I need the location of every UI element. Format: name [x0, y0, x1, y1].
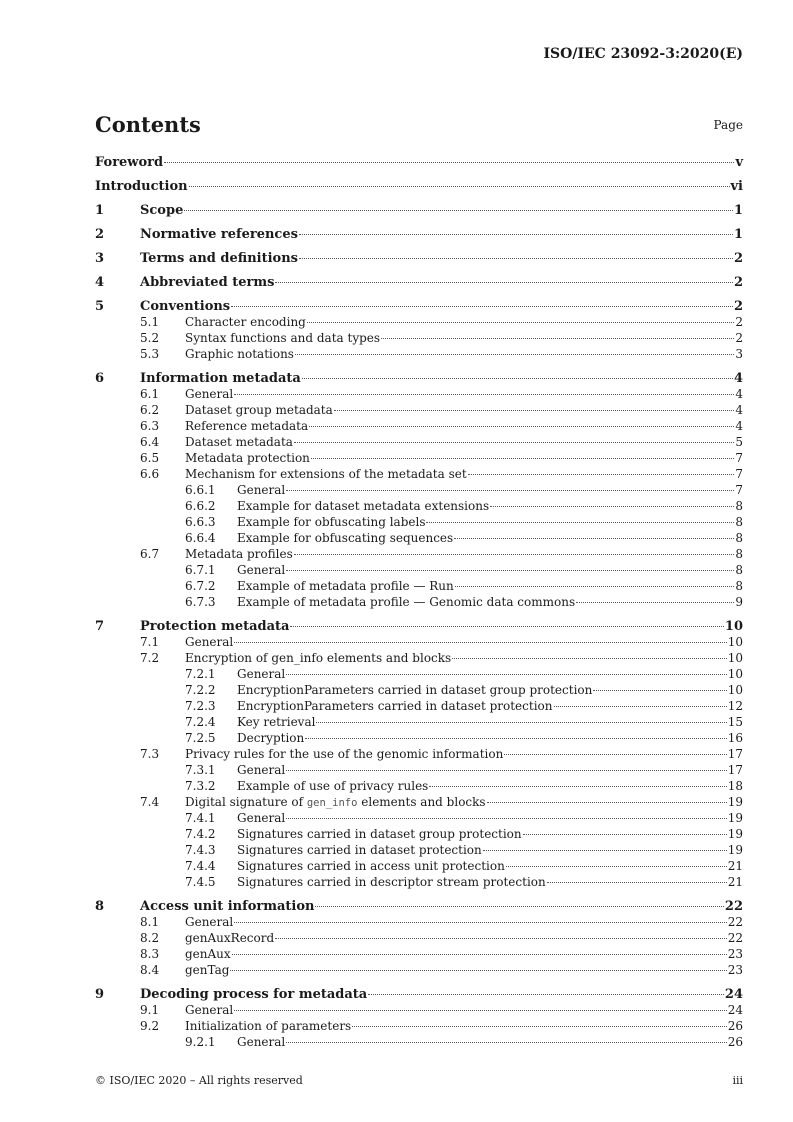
toc-entry-title: General — [185, 915, 234, 929]
toc-entry-number: 5 — [95, 299, 105, 314]
dot-leader — [294, 442, 734, 443]
toc-entry-title: Scope — [140, 203, 184, 218]
toc-entry[interactable] — [95, 915, 743, 931]
toc-entry-page: 23 — [727, 963, 743, 977]
toc-entry-page: 2 — [735, 315, 743, 329]
toc-entry-page: 5 — [735, 435, 743, 449]
toc-entry-number: 1 — [95, 203, 105, 218]
toc-entry-page: 15 — [727, 715, 743, 729]
toc-entry-number: 6.4 — [140, 435, 160, 449]
toc-entry-title: EncryptionParameters carried in dataset protection — [237, 699, 553, 713]
toc-entry-number: 8.1 — [140, 915, 160, 929]
toc-entry[interactable] — [95, 515, 743, 531]
toc-entry-number: 7.2.5 — [185, 731, 216, 745]
toc-entry-page: 2 — [733, 275, 743, 290]
dot-leader — [523, 834, 727, 835]
toc-entry[interactable] — [95, 403, 743, 419]
toc-entry[interactable] — [95, 451, 743, 467]
toc-entry-number: 6 — [95, 371, 105, 386]
toc-entry-number: 6.6.2 — [185, 499, 216, 513]
dot-leader — [295, 354, 734, 355]
toc-entry-title: genAux — [185, 947, 231, 961]
toc-entry-page: 18 — [727, 779, 743, 793]
toc-entry[interactable] — [95, 419, 743, 435]
toc-entry-title: Initialization of parameters — [185, 1019, 352, 1033]
toc-entry-number: 7.2.4 — [185, 715, 216, 729]
toc-entry-number: 6.3 — [140, 419, 160, 433]
toc-entry-page: 10 — [727, 683, 743, 697]
toc-entry-page: 8 — [735, 499, 743, 513]
toc-entry[interactable] — [95, 179, 743, 195]
toc-entry-page: 7 — [735, 483, 743, 497]
toc-entry[interactable] — [95, 931, 743, 947]
toc-entry-title: General — [237, 667, 286, 681]
toc-entry-page: 4 — [733, 371, 743, 386]
toc-entry-title: Normative references — [140, 227, 298, 242]
page-column-label: Page — [713, 118, 743, 132]
toc-entry-title: genAuxRecord — [185, 931, 275, 945]
toc-entry-page: 17 — [727, 747, 743, 761]
toc-entry-title: Example for dataset metadata extensions — [237, 499, 490, 513]
toc-entry-number: 8.4 — [140, 963, 160, 977]
dot-leader — [483, 850, 727, 851]
toc-entry-page: 16 — [727, 731, 743, 745]
toc-entry[interactable] — [95, 715, 743, 731]
toc-entry-page: 1 — [733, 203, 743, 218]
toc-entry-number: 5.1 — [140, 315, 160, 329]
dot-leader — [487, 802, 727, 803]
toc-entry-number: 6.5 — [140, 451, 160, 465]
toc-entry-page: 10 — [727, 635, 743, 649]
dot-leader — [275, 938, 727, 939]
dot-leader — [576, 602, 734, 603]
toc-entry[interactable] — [95, 387, 743, 403]
toc-entry-number: 6.6.3 — [185, 515, 216, 529]
toc-entry[interactable] — [95, 435, 743, 451]
toc-entry-number: 6.6 — [140, 467, 160, 481]
dot-leader — [506, 866, 727, 867]
toc-entry-number: 7.2.2 — [185, 683, 216, 697]
toc-entry[interactable] — [95, 811, 743, 827]
toc-entry[interactable] — [95, 499, 743, 515]
toc-entry[interactable] — [95, 1019, 743, 1035]
dot-leader — [334, 410, 735, 411]
dot-leader — [299, 258, 733, 259]
toc-entry[interactable] — [95, 795, 743, 811]
toc-entry-number: 6.2 — [140, 403, 160, 417]
dot-leader — [232, 954, 727, 955]
dot-leader — [294, 554, 735, 555]
toc-entry-title: General — [185, 635, 234, 649]
toc-entry-title: Access unit information — [140, 899, 315, 914]
toc-entry[interactable] — [95, 619, 743, 635]
page-number: iii — [732, 1074, 743, 1087]
toc-entry[interactable] — [95, 547, 743, 563]
toc-entry-number: 7.4.2 — [185, 827, 216, 841]
dot-leader — [554, 706, 727, 707]
toc-entry-page: v — [735, 155, 743, 170]
toc-entry[interactable] — [95, 483, 743, 499]
toc-entry-page: 24 — [727, 1003, 743, 1017]
page-title: Contents — [95, 112, 201, 137]
toc-entry-title: Decryption — [237, 731, 305, 745]
toc-entry-number: 7.2.1 — [185, 667, 216, 681]
toc-entry-title: Terms and definitions — [140, 251, 298, 266]
dot-leader — [234, 922, 726, 923]
toc-entry[interactable] — [95, 899, 743, 915]
toc-entry[interactable] — [95, 987, 743, 1003]
toc-entry[interactable] — [95, 531, 743, 547]
toc-entry[interactable] — [95, 667, 743, 683]
dot-leader — [315, 906, 723, 907]
dot-leader — [309, 426, 734, 427]
dot-leader — [368, 994, 724, 995]
toc-entry-title: General — [185, 1003, 234, 1017]
dot-leader — [286, 490, 734, 491]
toc-entry-number: 7.1 — [140, 635, 160, 649]
toc-entry[interactable] — [95, 827, 743, 843]
dot-leader — [316, 722, 726, 723]
dot-leader — [286, 674, 726, 675]
toc-entry-number: 9.1 — [140, 1003, 160, 1017]
toc-entry-title: Signatures carried in access unit protection — [237, 859, 505, 873]
toc-entry-page: 4 — [735, 387, 743, 401]
dot-leader — [352, 1026, 727, 1027]
toc-entry-page: 8 — [735, 547, 743, 561]
toc-entry-title: General — [185, 387, 234, 401]
toc-entry-number: 6.1 — [140, 387, 160, 401]
toc-entry[interactable] — [95, 579, 743, 595]
toc-entry-page: 2 — [735, 331, 743, 345]
dot-leader — [490, 506, 734, 507]
dot-leader — [184, 210, 733, 211]
toc-entry-number: 6.7.2 — [185, 579, 216, 593]
toc-entry[interactable] — [95, 315, 743, 331]
dot-leader — [286, 770, 726, 771]
dot-leader — [234, 642, 726, 643]
toc-entry-number: 6.7.1 — [185, 563, 216, 577]
toc-entry-page: 12 — [727, 699, 743, 713]
dot-leader — [275, 282, 733, 283]
toc-entry-title: Introduction — [95, 179, 188, 194]
toc-entry-page: 22 — [727, 931, 743, 945]
toc-entry[interactable] — [95, 467, 743, 483]
toc-entry-number: 9 — [95, 987, 105, 1002]
toc-entry[interactable] — [95, 731, 743, 747]
toc-entry-title: Dataset group metadata — [185, 403, 333, 417]
toc-entry-number: 6.6.1 — [185, 483, 216, 497]
toc-entry-title-code: gen_info — [306, 797, 358, 809]
toc-entry-page: 1 — [733, 227, 743, 242]
toc-entry-page: 4 — [735, 403, 743, 417]
toc-entry-title: Key retrieval — [237, 715, 316, 729]
toc-entry[interactable] — [95, 331, 743, 347]
toc-entry-number: 8.2 — [140, 931, 160, 945]
dot-leader — [381, 338, 734, 339]
toc-entry-title: General — [237, 563, 286, 577]
dot-leader — [305, 738, 726, 739]
toc-entry-page: 2 — [733, 251, 743, 266]
toc-entry-title: Syntax functions and data types — [185, 331, 381, 345]
toc-entry-title: General — [237, 483, 286, 497]
toc-entry-page: 26 — [727, 1035, 743, 1049]
toc-entry-number: 2 — [95, 227, 105, 242]
document-id: ISO/IEC 23092-3:2020(E) — [543, 46, 743, 62]
toc-entry-number: 7.2 — [140, 651, 160, 665]
toc-entry-page: 19 — [727, 811, 743, 825]
toc-entry-page: 9 — [735, 595, 743, 609]
toc-entry-number: 7.2.3 — [185, 699, 216, 713]
toc-entry[interactable] — [95, 875, 743, 891]
toc-entry-number: 7.4.3 — [185, 843, 216, 857]
dot-leader — [286, 1042, 726, 1043]
toc-entry-title: Mechanism for extensions of the metadata set — [185, 467, 467, 481]
toc-entry-page: 17 — [727, 763, 743, 777]
toc-entry-title: Signatures carried in dataset group protection — [237, 827, 522, 841]
toc-entry[interactable] — [95, 651, 743, 667]
dot-leader — [286, 818, 726, 819]
toc-entry[interactable] — [95, 563, 743, 579]
toc-entry-page: 8 — [735, 579, 743, 593]
toc-entry-title: Conventions — [140, 299, 231, 314]
toc-entry-number: 7.4.5 — [185, 875, 216, 889]
dot-leader — [189, 186, 730, 187]
toc-entry[interactable] — [95, 227, 743, 243]
toc-entry-title: Example for obfuscating sequences — [237, 531, 454, 545]
toc-entry[interactable] — [95, 859, 743, 875]
toc-entry[interactable] — [95, 203, 743, 219]
toc-entry-title: General — [237, 763, 286, 777]
dot-leader — [455, 586, 735, 587]
toc-entry-page: 19 — [727, 795, 743, 809]
toc-entry[interactable] — [95, 683, 743, 699]
toc-entry-number: 5.3 — [140, 347, 160, 361]
toc-entry-page: 7 — [735, 451, 743, 465]
toc-entry[interactable] — [95, 595, 743, 611]
toc-entry-title: Decoding process for metadata — [140, 987, 368, 1002]
toc-entry-page: 21 — [727, 859, 743, 873]
toc-entry-page: 8 — [735, 531, 743, 545]
toc-entry[interactable] — [95, 947, 743, 963]
toc-entry-page: 21 — [727, 875, 743, 889]
dot-leader — [231, 306, 733, 307]
dot-leader — [504, 754, 726, 755]
toc-entry-title: Privacy rules for the use of the genomic information — [185, 747, 504, 761]
toc-entry[interactable] — [95, 155, 743, 171]
dot-leader — [230, 970, 726, 971]
toc-entry-title: Graphic notations — [185, 347, 294, 361]
toc-entry-page: 2 — [733, 299, 743, 314]
toc-entry-number: 9.2.1 — [185, 1035, 216, 1049]
toc-entry-page: 23 — [727, 947, 743, 961]
toc-entry-page: 19 — [727, 843, 743, 857]
toc-entry-number: 7.4.4 — [185, 859, 216, 873]
toc-entry-page: vi — [730, 179, 743, 194]
toc-entry[interactable] — [95, 251, 743, 267]
toc-entry-title: Signatures carried in descriptor stream protection — [237, 875, 546, 889]
toc-entry[interactable] — [95, 635, 743, 651]
toc-entry-title: Example for obfuscating labels — [237, 515, 426, 529]
dot-leader — [234, 1010, 726, 1011]
toc-entry-title: Reference metadata — [185, 419, 309, 433]
toc-entry-number: 9.2 — [140, 1019, 160, 1033]
dot-leader — [454, 538, 734, 539]
toc-entry-title: Example of metadata profile — Run — [237, 579, 454, 593]
toc-entry-title: Character encoding — [185, 315, 306, 329]
toc-entry-number: 7 — [95, 619, 105, 634]
toc-entry-title: Example of use of privacy rules — [237, 779, 429, 793]
toc-entry-title: genTag — [185, 963, 230, 977]
dot-leader — [311, 458, 734, 459]
toc-entry-title: Metadata profiles — [185, 547, 293, 561]
toc-entry-number: 6.7 — [140, 547, 160, 561]
dot-leader — [286, 570, 734, 571]
copyright-notice: © ISO/IEC 2020 – All rights reserved — [95, 1074, 303, 1087]
toc-entry-page: 26 — [727, 1019, 743, 1033]
toc-entry-number: 7.4 — [140, 795, 160, 809]
toc-entry-title: General — [237, 811, 286, 825]
table-of-contents — [95, 155, 743, 1051]
toc-entry[interactable] — [95, 779, 743, 795]
toc-entry-title: Encryption of gen_info elements and blocks — [185, 651, 452, 665]
toc-entry[interactable] — [95, 371, 743, 387]
toc-entry-page: 8 — [735, 563, 743, 577]
toc-entry-page: 3 — [735, 347, 743, 361]
toc-entry[interactable] — [95, 747, 743, 763]
toc-entry[interactable] — [95, 299, 743, 315]
dot-leader — [452, 658, 727, 659]
dot-leader — [429, 786, 726, 787]
toc-entry-page: 10 — [724, 619, 743, 634]
toc-entry-page: 10 — [727, 651, 743, 665]
toc-entry-page: 22 — [727, 915, 743, 929]
toc-entry-number: 5.2 — [140, 331, 160, 345]
toc-entry[interactable] — [95, 699, 743, 715]
toc-entry-title: General — [237, 1035, 286, 1049]
dot-leader — [426, 522, 734, 523]
dot-leader — [234, 394, 734, 395]
toc-entry-title-text: elements and blocks — [357, 795, 486, 809]
toc-entry-page: 8 — [735, 515, 743, 529]
toc-entry-page: 7 — [735, 467, 743, 481]
toc-entry-number: 4 — [95, 275, 105, 290]
toc-entry-number: 6.6.4 — [185, 531, 216, 545]
toc-entry-title: Metadata protection — [185, 451, 310, 465]
dot-leader — [593, 690, 726, 691]
toc-entry[interactable] — [95, 963, 743, 979]
dot-leader — [299, 234, 733, 235]
toc-entry[interactable] — [95, 1035, 743, 1051]
toc-entry-page: 4 — [735, 419, 743, 433]
toc-entry-title: Protection metadata — [140, 619, 290, 634]
toc-entry-title: Signatures carried in dataset protection — [237, 843, 482, 857]
toc-entry-page: 10 — [727, 667, 743, 681]
dot-leader — [547, 882, 727, 883]
toc-entry-number: 8.3 — [140, 947, 160, 961]
toc-entry-title: Dataset metadata — [185, 435, 293, 449]
dot-leader — [302, 378, 733, 379]
toc-entry[interactable] — [95, 347, 743, 363]
toc-entry-number: 7.3.2 — [185, 779, 216, 793]
toc-entry-page: 24 — [724, 987, 743, 1002]
toc-entry-title: Example of metadata profile — Genomic data commons — [237, 595, 576, 609]
toc-entry[interactable] — [95, 1003, 743, 1019]
toc-entry-number: 7.4.1 — [185, 811, 216, 825]
toc-entry-title: Abbreviated terms — [140, 275, 275, 290]
dot-leader — [290, 626, 723, 627]
dot-leader — [307, 322, 735, 323]
toc-entry-number: 3 — [95, 251, 105, 266]
toc-entry[interactable] — [95, 275, 743, 291]
toc-entry[interactable] — [95, 843, 743, 859]
toc-entry-page: 19 — [727, 827, 743, 841]
toc-entry-title: EncryptionParameters carried in dataset group protection — [237, 683, 593, 697]
dot-leader — [468, 474, 735, 475]
toc-entry-number: 7.3.1 — [185, 763, 216, 777]
toc-entry-title — [185, 795, 486, 809]
toc-entry-title-text: Digital signature of — [185, 795, 307, 809]
toc-entry-number: 8 — [95, 899, 105, 914]
toc-entry-number: 6.7.3 — [185, 595, 216, 609]
toc-entry-page: 22 — [724, 899, 743, 914]
toc-entry-title: Information metadata — [140, 371, 301, 386]
toc-entry-number: 7.3 — [140, 747, 160, 761]
dot-leader — [164, 162, 734, 163]
toc-entry-title: Foreword — [95, 155, 164, 170]
toc-entry[interactable] — [95, 763, 743, 779]
